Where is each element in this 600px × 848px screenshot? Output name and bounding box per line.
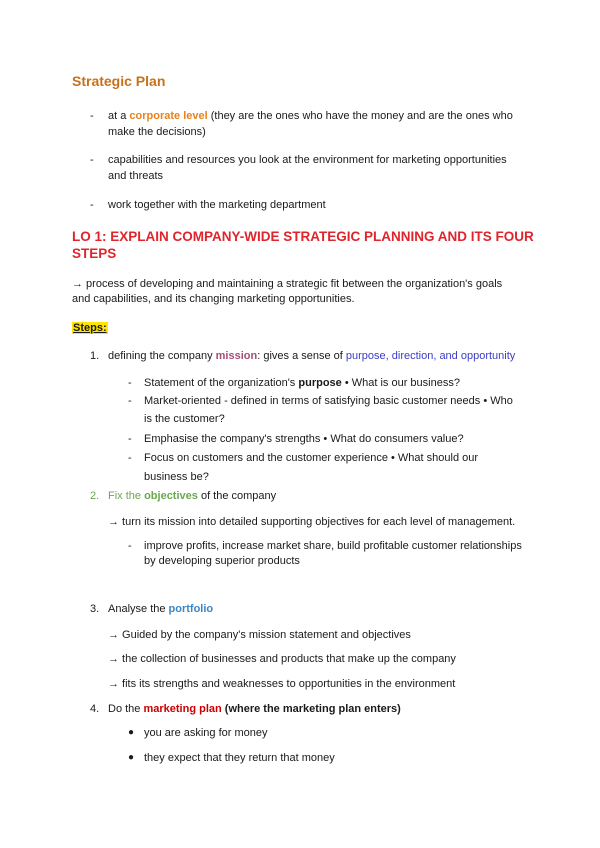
dash-marker: - (90, 154, 94, 166)
corporate-level-highlight: corporate level (129, 110, 208, 122)
dash-marker: - (128, 433, 132, 445)
steps-label: Steps: (73, 322, 107, 334)
portfolio-highlight: portfolio (168, 603, 214, 615)
dash-marker: - (128, 540, 132, 552)
dash-marker: - (90, 199, 94, 211)
mission-highlight: mission (215, 350, 258, 362)
definition-line2: and capabilities, and its changing marketing opportunities. (72, 293, 355, 305)
step-2-arrow: → turn its mission into detailed supporting objectives for each level of management. (108, 516, 516, 528)
step-2-text: Fix the objectives of the company (108, 490, 277, 502)
step-1-sub-3: Emphasise the company's strengths • What do consumers value? (144, 433, 464, 445)
section-heading-line2: STEPS (72, 246, 117, 261)
definition-line1: → process of developing and maintaining a strategic fit between the organization's goals (72, 278, 503, 290)
step-1-sub-2: Market-oriented - defined in terms of satisfying basic customer needs • Who (144, 395, 513, 407)
dash-marker: - (128, 395, 132, 407)
section-heading-line1: LO 1: EXPLAIN COMPANY-WIDE STRATEGIC PLANNING AND ITS FOUR (72, 229, 534, 244)
dash-marker: - (128, 452, 132, 464)
step-3-arrow-1: → Guided by the company's mission statement and objectives (108, 629, 411, 641)
dash-marker: - (90, 110, 94, 122)
step-1-sub-4-cont: business be? (144, 471, 209, 483)
intro-bullet-2: capabilities and resources you look at the environment for marketing opportunities (108, 154, 507, 166)
step-number: 1. (90, 350, 100, 362)
step-number: 4. (90, 703, 100, 715)
objectives-highlight: objectives (144, 490, 198, 502)
step-3-arrow-2: → the collection of businesses and products that make up the company (108, 653, 456, 665)
step-2-sub: improve profits, increase market share, build profitable customer relationships (144, 540, 522, 552)
step-2-sub-cont: by developing superior products (144, 555, 300, 567)
intro-bullet-2-cont: and threats (108, 170, 164, 182)
step-4-bullet-1: you are asking for money (144, 727, 268, 739)
step-1-sub-1: Statement of the organization's purpose • What is our business? (144, 377, 460, 389)
dash-marker: - (128, 377, 132, 389)
step-1-sub-4: Focus on customers and the customer experience • What should our (144, 452, 479, 464)
step-number: 2. (90, 490, 100, 502)
marketing-plan-highlight: marketing plan (143, 703, 222, 715)
step-number: 3. (90, 603, 100, 615)
intro-bullet-1: at a corporate level (they are the ones who have the money and are the ones who (108, 110, 513, 122)
step-4-bullet-2: they expect that they return that money (144, 752, 335, 764)
intro-bullet-3: work together with the marketing department (108, 199, 326, 211)
purpose-highlight: purpose, direction, and opportunity (345, 350, 516, 362)
step-3-arrow-3: → fits its strengths and weaknesses to opportunities in the environment (108, 678, 456, 690)
bullet-dot: ● (128, 727, 135, 738)
step-1-sub-2-cont: is the customer? (144, 413, 225, 425)
bullet-dot: ● (128, 752, 135, 763)
page-title: Strategic Plan (72, 73, 166, 89)
step-3-text: Analyse the portfolio (108, 603, 214, 615)
intro-bullet-1-cont: make the decisions) (108, 126, 206, 138)
step-4-text: Do the marketing plan (where the marketing plan enters) (108, 703, 401, 715)
step-1-text: defining the company mission: gives a sense of purpose, direction, and opportunity (108, 350, 516, 362)
